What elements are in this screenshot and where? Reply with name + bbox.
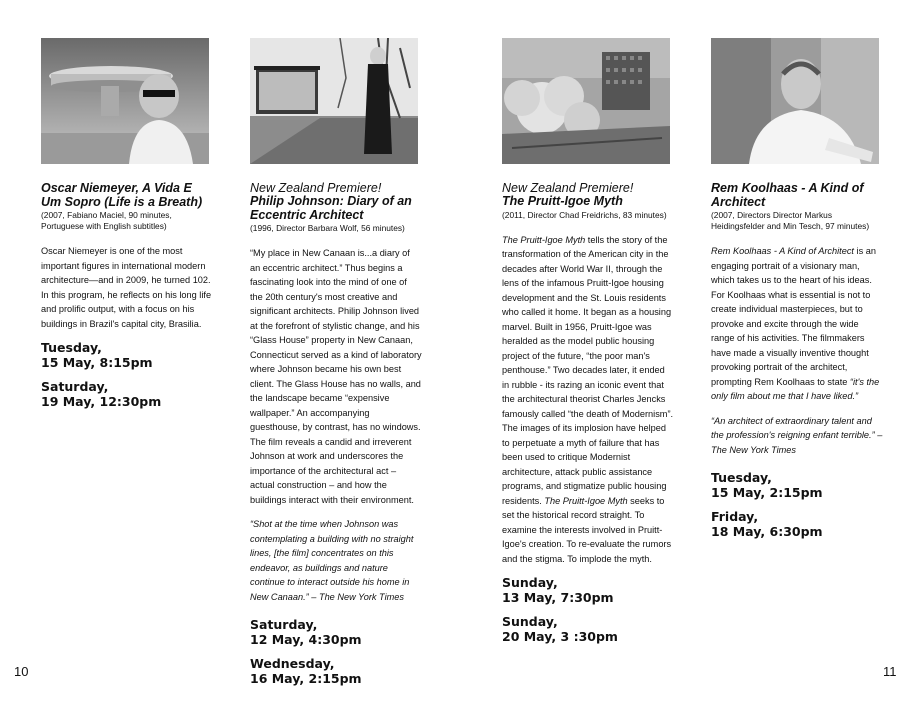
film-meta: (1996, Director Barbara Wolf, 56 minutes) bbox=[250, 223, 405, 233]
showtime-date: 13 May, 7:30pm bbox=[502, 589, 614, 605]
showtime-date: 20 May, 3 :30pm bbox=[502, 628, 618, 644]
showtime-day: Wednesday, bbox=[250, 656, 335, 671]
press-quote bbox=[711, 414, 883, 458]
showtime-date: 16 May, 2:15pm bbox=[250, 670, 362, 686]
showtime bbox=[250, 657, 422, 686]
niemeyer-photo bbox=[41, 38, 209, 164]
pruitt-igoe-photo bbox=[502, 38, 670, 164]
film-column-johnson bbox=[250, 38, 422, 696]
film-column-pruitt-igoe bbox=[502, 38, 674, 654]
film-meta: (2011, Director Chad Freidrichs, 83 minutes) bbox=[502, 209, 667, 220]
showtime-date: 12 May, 4:30pm bbox=[250, 631, 362, 647]
quote-text: “An architect of extraordinary talent and the profession's reigning enfant terrible.” bbox=[711, 415, 875, 440]
showtime-day: Tuesday, bbox=[41, 340, 102, 355]
showtime bbox=[711, 510, 883, 539]
showtime bbox=[502, 576, 674, 605]
premiere-label: New Zealand Premiere! bbox=[250, 181, 382, 195]
showtime bbox=[711, 471, 883, 500]
showtime-day: Saturday, bbox=[250, 617, 318, 632]
koolhaas-photo bbox=[711, 38, 879, 164]
inline-quote: “it's the only film about me that I have liked.” bbox=[711, 376, 880, 401]
showtime-day: Tuesday, bbox=[711, 470, 772, 485]
film-description: Rem Koolhaas - A Kind of Architect is an engaging portrait of a visionary man, which takes us to the heart of his ideas. For Koolhaas what is essential is not to create individual masterpieces, but to provoke and excite through the wide range of his activities. The filmmakers have made a visually inventive thought provoking portrait of the architect, prompting Rem Koolhaas to state “it's the only film about me that I have liked.” bbox=[711, 246, 880, 401]
film-meta: (2007, Fabiano Maciel, 90 minutes, Portuguese with English subtitles) bbox=[41, 210, 172, 231]
press-quote bbox=[250, 517, 422, 604]
showtime-day: Sunday, bbox=[502, 614, 558, 629]
film-description: The Pruitt-Igoe Myth tells the story of the transformation of the American city in the decades after World War II, through the lens of the infamous Pruitt-Igoe housing development and the St. Louis residents who called it home. It began as a housing marvel. Built in 1956, Pruitt-Igoe was heralded as the model public housing project of the future, “the poor man's penthouse.” Two decades later, it ended in rubble - its razing an iconic event that the architectural theorist Charles Jencks famously called “the death of Modernism”. The images of its implosion have helped to perpetuate a myth of failure that has been used to critique Modernist architecture, attack public assistance programs, and stigmatize public housing residents. The Pruitt-Igoe Myth seeks to set the historical record straight. To examine the interests involved in Pruitt-Igoe's creation. To re-evaluate the rumors and the stigma. To implode the myth. bbox=[502, 234, 674, 564]
inline-title: The Pruitt-Igoe Myth bbox=[502, 234, 586, 245]
showtime-day: Saturday, bbox=[41, 379, 109, 394]
premiere-label: New Zealand Premiere! bbox=[502, 181, 634, 195]
film-title: Philip Johnson: Diary of an Eccentric Architect bbox=[250, 194, 412, 222]
showtime-date: 15 May, 8:15pm bbox=[41, 354, 153, 370]
johnson-photo bbox=[250, 38, 418, 164]
quote-text: “Shot at the time when Johnson was contemplating a building with no straight lines, [the film] concentrates on this endeavor, as buildings and nature continue to interact outside his home in New Canaan.” bbox=[250, 519, 414, 602]
film-title: Rem Koolhaas - A Kind of Architect bbox=[711, 181, 864, 209]
film-title: The Pruitt-Igoe Myth bbox=[502, 194, 623, 208]
showtime bbox=[41, 380, 213, 409]
quote-source: – The New York Times bbox=[311, 591, 404, 602]
showtime-day: Sunday, bbox=[502, 575, 558, 590]
showtime bbox=[41, 341, 213, 370]
page-number-left: 10 bbox=[14, 664, 29, 679]
quote-source: – The New York Times bbox=[711, 430, 883, 455]
showtime-day: Friday, bbox=[711, 509, 759, 524]
film-column-niemeyer bbox=[41, 38, 213, 419]
inline-title: The Pruitt-Igoe Myth bbox=[544, 495, 628, 506]
film-meta: (2007, Directors Director Markus Heidingsfelder and Min Tesch, 97 minutes) bbox=[711, 210, 870, 231]
page-number-right: 11 bbox=[883, 664, 897, 679]
film-title: Oscar Niemeyer, A Vida E Um Sopro (Life is a Breath) bbox=[41, 181, 203, 209]
showtime-date: 15 May, 2:15pm bbox=[711, 484, 823, 500]
showtime-date: 18 May, 6:30pm bbox=[711, 523, 823, 539]
film-description: “My place in New Canaan is...a diary of an eccentric architect.” Thus begins a fascinating look into the mind of one of the 20th century's most creative and significant architects. Philip Johnson lived at the forefront of stylistic change, and his “Glass House” property in New Canaan, Connecticut served as a kind of laboratory where Johnson became his own best client. The Glass House has no walls, and the landscape became “expensive wallpaper.” An accompanying guesthouse, by contrast, has no windows. The film reveals a candid and irreverent Johnson at work and underscores the importance of the architectural act – actual construction – and how the buildings interact with their environment. bbox=[250, 248, 422, 505]
film-column-koolhaas bbox=[711, 38, 883, 549]
showtime bbox=[250, 618, 422, 647]
showtime-date: 19 May, 12:30pm bbox=[41, 393, 162, 409]
showtime bbox=[502, 615, 674, 644]
inline-title: Rem Koolhaas - A Kind of Architect bbox=[711, 246, 854, 256]
film-description: Oscar Niemeyer is one of the most important figures in international modern architecture—and in 2009, he turned 102. In this program, he reflects on his long life and prolific output, with a focus on his buildings in Brazil's capital city, Brasilia. bbox=[41, 246, 212, 329]
